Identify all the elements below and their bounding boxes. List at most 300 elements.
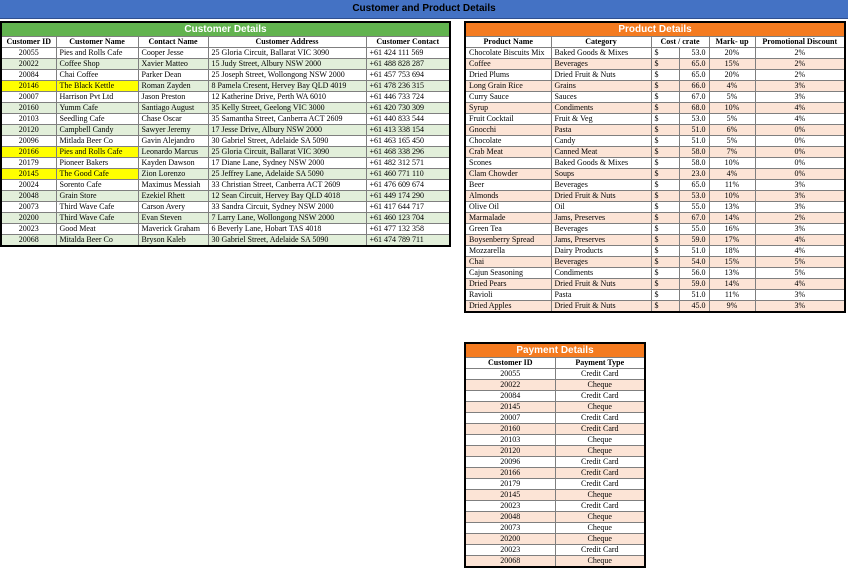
currency-symbol[interactable]: $ (651, 224, 679, 235)
table-row[interactable] (465, 48, 845, 59)
payment-customer-id-cell[interactable]: 20022 (465, 380, 555, 391)
table-row[interactable] (465, 279, 845, 290)
markup-cell[interactable]: 4% (709, 169, 755, 180)
currency-symbol[interactable]: $ (651, 59, 679, 70)
table-row[interactable] (465, 468, 645, 479)
payment-type-cell[interactable]: Cheque (555, 380, 645, 391)
table-row[interactable] (1, 158, 450, 169)
cost-cell[interactable]: 53.0 (679, 48, 709, 59)
markup-cell[interactable]: 20% (709, 48, 755, 59)
markup-cell[interactable]: 16% (709, 224, 755, 235)
customer-contact-cell[interactable]: +61 413 338 154 (366, 125, 450, 136)
customer-address-cell[interactable]: 35 Samantha Street, Canberra ACT 2609 (208, 114, 366, 125)
markup-cell[interactable]: 10% (709, 103, 755, 114)
table-row[interactable] (465, 556, 645, 568)
cost-cell[interactable]: 53.0 (679, 191, 709, 202)
payment-customer-id-cell[interactable]: 20073 (465, 523, 555, 534)
column-header[interactable]: Product Name (465, 37, 551, 48)
table-row[interactable] (465, 424, 645, 435)
contact-name-cell[interactable]: Santiago August (138, 103, 208, 114)
payment-customer-id-cell[interactable]: 20166 (465, 468, 555, 479)
customer-address-cell[interactable]: 17 Jesse Drive, Albury NSW 2000 (208, 125, 366, 136)
table-row[interactable] (465, 523, 645, 534)
currency-symbol[interactable]: $ (651, 257, 679, 268)
category-cell[interactable]: Oil (551, 202, 651, 213)
contact-name-cell[interactable]: Jason Preston (138, 92, 208, 103)
cost-cell[interactable]: 23.0 (679, 169, 709, 180)
category-cell[interactable]: Grains (551, 81, 651, 92)
category-cell[interactable]: Pasta (551, 290, 651, 301)
customer-address-cell[interactable]: 25 Jeffrey Lane, Adelaide SA 5090 (208, 169, 366, 180)
customer-contact-cell[interactable]: +61 463 165 450 (366, 136, 450, 147)
table-row[interactable] (1, 191, 450, 202)
category-cell[interactable]: Soups (551, 169, 651, 180)
discount-cell[interactable]: 3% (755, 290, 845, 301)
customer-id-cell[interactable]: 20160 (1, 103, 56, 114)
currency-symbol[interactable]: $ (651, 191, 679, 202)
discount-cell[interactable]: 4% (755, 279, 845, 290)
markup-cell[interactable]: 13% (709, 268, 755, 279)
table-row[interactable] (465, 479, 645, 490)
currency-symbol[interactable]: $ (651, 103, 679, 114)
discount-cell[interactable]: 4% (755, 103, 845, 114)
table-row[interactable] (465, 169, 845, 180)
payment-customer-id-cell[interactable]: 20200 (465, 534, 555, 545)
customer-name-cell[interactable]: Seedling Cafe (56, 114, 138, 125)
table-row[interactable] (465, 235, 845, 246)
customer-address-cell[interactable]: 17 Diane Lane, Sydney NSW 2000 (208, 158, 366, 169)
currency-symbol[interactable]: $ (651, 235, 679, 246)
markup-cell[interactable]: 15% (709, 59, 755, 70)
table-row[interactable] (465, 512, 645, 523)
payment-type-cell[interactable]: Cheque (555, 402, 645, 413)
table-row[interactable] (1, 235, 450, 247)
customer-id-cell[interactable]: 20068 (1, 235, 56, 247)
cost-cell[interactable]: 65.0 (679, 70, 709, 81)
cost-cell[interactable]: 65.0 (679, 180, 709, 191)
customer-contact-cell[interactable]: +61 446 733 724 (366, 92, 450, 103)
cost-cell[interactable]: 55.0 (679, 202, 709, 213)
customer-address-cell[interactable]: 30 Gabriel Street, Adelaide SA 5090 (208, 235, 366, 247)
column-header[interactable]: Customer Contact (366, 37, 450, 48)
customer-contact-cell[interactable]: +61 478 236 315 (366, 81, 450, 92)
markup-cell[interactable]: 17% (709, 235, 755, 246)
customer-contact-cell[interactable]: +61 488 828 287 (366, 59, 450, 70)
markup-cell[interactable]: 10% (709, 158, 755, 169)
category-cell[interactable]: Beverages (551, 224, 651, 235)
column-header[interactable]: Customer Name (56, 37, 138, 48)
customer-contact-cell[interactable]: +61 440 833 544 (366, 114, 450, 125)
table-row[interactable] (465, 268, 845, 279)
product-name-cell[interactable]: Cajun Seasoning (465, 268, 551, 279)
currency-symbol[interactable]: $ (651, 92, 679, 103)
category-cell[interactable]: Sauces (551, 92, 651, 103)
table-row[interactable] (465, 125, 845, 136)
cost-cell[interactable]: 59.0 (679, 235, 709, 246)
markup-cell[interactable]: 14% (709, 213, 755, 224)
customer-id-cell[interactable]: 20023 (1, 224, 56, 235)
cost-cell[interactable]: 51.0 (679, 136, 709, 147)
customer-name-cell[interactable]: Mitalda Beer Co (56, 235, 138, 247)
discount-cell[interactable]: 3% (755, 224, 845, 235)
payment-customer-id-cell[interactable]: 20007 (465, 413, 555, 424)
customer-address-cell[interactable]: 7 Larry Lane, Wollongong NSW 2000 (208, 213, 366, 224)
discount-cell[interactable]: 3% (755, 202, 845, 213)
column-header[interactable]: Customer ID (465, 358, 555, 369)
cost-cell[interactable]: 54.0 (679, 257, 709, 268)
payment-customer-id-cell[interactable]: 20023 (465, 545, 555, 556)
category-cell[interactable]: Condiments (551, 103, 651, 114)
cost-cell[interactable]: 45.0 (679, 301, 709, 313)
table-row[interactable] (1, 125, 450, 136)
discount-cell[interactable]: 2% (755, 70, 845, 81)
table-row[interactable] (465, 191, 845, 202)
table-row[interactable] (465, 490, 645, 501)
product-name-cell[interactable]: Scones (465, 158, 551, 169)
markup-cell[interactable]: 20% (709, 70, 755, 81)
cost-cell[interactable]: 67.0 (679, 213, 709, 224)
contact-name-cell[interactable]: Parker Dean (138, 70, 208, 81)
contact-name-cell[interactable]: Roman Zayden (138, 81, 208, 92)
payment-type-cell[interactable]: Cheque (555, 523, 645, 534)
contact-name-cell[interactable]: Carson Avery (138, 202, 208, 213)
cost-cell[interactable]: 59.0 (679, 279, 709, 290)
category-cell[interactable]: Fruit & Veg (551, 114, 651, 125)
product-name-cell[interactable]: Crab Meat (465, 147, 551, 158)
category-cell[interactable]: Beverages (551, 180, 651, 191)
customer-id-cell[interactable]: 20022 (1, 59, 56, 70)
table-row[interactable] (465, 446, 645, 457)
customer-id-cell[interactable]: 20024 (1, 180, 56, 191)
contact-name-cell[interactable]: Chase Oscar (138, 114, 208, 125)
table-row[interactable] (465, 158, 845, 169)
customer-contact-cell[interactable]: +61 460 771 110 (366, 169, 450, 180)
currency-symbol[interactable]: $ (651, 114, 679, 125)
product-name-cell[interactable]: Dried Apples (465, 301, 551, 313)
cost-cell[interactable]: 68.0 (679, 103, 709, 114)
customer-id-cell[interactable]: 20048 (1, 191, 56, 202)
cost-cell[interactable]: 58.0 (679, 147, 709, 158)
category-cell[interactable]: Dried Fruit & Nuts (551, 70, 651, 81)
discount-cell[interactable]: 4% (755, 114, 845, 125)
customer-address-cell[interactable]: 25 Gloria Circuit, Ballarat VIC 3090 (208, 147, 366, 158)
customer-name-cell[interactable]: The Black Kettle (56, 81, 138, 92)
payment-type-cell[interactable]: Credit Card (555, 369, 645, 380)
customer-address-cell[interactable]: 8 Pamela Cresent, Hervey Bay QLD 4019 (208, 81, 366, 92)
currency-symbol[interactable]: $ (651, 70, 679, 81)
table-row[interactable] (465, 136, 845, 147)
markup-cell[interactable]: 5% (709, 92, 755, 103)
currency-symbol[interactable]: $ (651, 169, 679, 180)
customer-address-cell[interactable]: 33 Christian Street, Canberra ACT 2609 (208, 180, 366, 191)
category-cell[interactable]: Jams, Preserves (551, 213, 651, 224)
discount-cell[interactable]: 0% (755, 136, 845, 147)
payment-type-cell[interactable]: Credit Card (555, 413, 645, 424)
markup-cell[interactable]: 15% (709, 257, 755, 268)
cost-cell[interactable]: 51.0 (679, 246, 709, 257)
discount-cell[interactable]: 0% (755, 125, 845, 136)
product-name-cell[interactable]: Green Tea (465, 224, 551, 235)
product-name-cell[interactable]: Fruit Cocktail (465, 114, 551, 125)
table-row[interactable] (465, 180, 845, 191)
table-row[interactable] (1, 224, 450, 235)
markup-cell[interactable]: 5% (709, 136, 755, 147)
discount-cell[interactable]: 2% (755, 213, 845, 224)
payment-type-cell[interactable]: Cheque (555, 490, 645, 501)
table-row[interactable] (1, 114, 450, 125)
table-row[interactable] (1, 92, 450, 103)
product-name-cell[interactable]: Curry Sauce (465, 92, 551, 103)
customer-name-cell[interactable]: Sorento Cafe (56, 180, 138, 191)
discount-cell[interactable]: 2% (755, 59, 845, 70)
customer-name-cell[interactable]: Third Wave Cafe (56, 202, 138, 213)
table-row[interactable] (465, 391, 645, 402)
markup-cell[interactable]: 13% (709, 202, 755, 213)
customer-address-cell[interactable]: 15 Judy Street, Albury NSW 2000 (208, 59, 366, 70)
currency-symbol[interactable]: $ (651, 246, 679, 257)
contact-name-cell[interactable]: Evan Steven (138, 213, 208, 224)
markup-cell[interactable]: 6% (709, 125, 755, 136)
table-row[interactable] (465, 202, 845, 213)
column-header[interactable]: Payment Type (555, 358, 645, 369)
customer-address-cell[interactable]: 35 Kelly Street, Geelong VIC 3000 (208, 103, 366, 114)
currency-symbol[interactable]: $ (651, 48, 679, 59)
table-row[interactable] (465, 114, 845, 125)
table-row[interactable] (465, 81, 845, 92)
table-row[interactable] (1, 169, 450, 180)
discount-cell[interactable]: 3% (755, 191, 845, 202)
category-cell[interactable]: Dried Fruit & Nuts (551, 301, 651, 313)
cost-cell[interactable]: 53.0 (679, 114, 709, 125)
category-cell[interactable]: Baked Goods & Mixes (551, 48, 651, 59)
column-header[interactable]: Mark- up (709, 37, 755, 48)
payment-type-cell[interactable]: Credit Card (555, 424, 645, 435)
discount-cell[interactable]: 3% (755, 301, 845, 313)
markup-cell[interactable]: 9% (709, 301, 755, 313)
contact-name-cell[interactable]: Kayden Dawson (138, 158, 208, 169)
product-name-cell[interactable]: Coffee (465, 59, 551, 70)
product-name-cell[interactable]: Gnocchi (465, 125, 551, 136)
table-row[interactable] (1, 147, 450, 158)
contact-name-cell[interactable]: Leonardo Marcus (138, 147, 208, 158)
product-name-cell[interactable]: Marmalade (465, 213, 551, 224)
table-row[interactable] (465, 545, 645, 556)
customer-id-cell[interactable]: 20007 (1, 92, 56, 103)
currency-symbol[interactable]: $ (651, 158, 679, 169)
payment-customer-id-cell[interactable]: 20048 (465, 512, 555, 523)
column-header[interactable]: Customer Address (208, 37, 366, 48)
markup-cell[interactable]: 18% (709, 246, 755, 257)
markup-cell[interactable]: 5% (709, 114, 755, 125)
customer-name-cell[interactable]: Mitlada Beer Co (56, 136, 138, 147)
markup-cell[interactable]: 11% (709, 290, 755, 301)
markup-cell[interactable]: 10% (709, 191, 755, 202)
contact-name-cell[interactable]: Maximus Messiah (138, 180, 208, 191)
product-name-cell[interactable]: Mozzarella (465, 246, 551, 257)
customer-contact-cell[interactable]: +61 460 123 704 (366, 213, 450, 224)
category-cell[interactable]: Condiments (551, 268, 651, 279)
currency-symbol[interactable]: $ (651, 301, 679, 313)
currency-symbol[interactable]: $ (651, 290, 679, 301)
customer-id-cell[interactable]: 20073 (1, 202, 56, 213)
table-row[interactable] (465, 534, 645, 545)
category-cell[interactable]: Canned Meat (551, 147, 651, 158)
customer-name-cell[interactable]: Coffee Shop (56, 59, 138, 70)
payment-type-cell[interactable]: Credit Card (555, 501, 645, 512)
column-header[interactable]: Contact Name (138, 37, 208, 48)
table-row[interactable] (465, 59, 845, 70)
product-name-cell[interactable]: Beer (465, 180, 551, 191)
table-row[interactable] (465, 70, 845, 81)
table-row[interactable] (1, 48, 450, 59)
payment-customer-id-cell[interactable]: 20068 (465, 556, 555, 568)
customer-name-cell[interactable]: Chai Coffee (56, 70, 138, 81)
table-row[interactable] (465, 501, 645, 512)
payment-type-cell[interactable]: Credit Card (555, 479, 645, 490)
payment-customer-id-cell[interactable]: 20179 (465, 479, 555, 490)
table-row[interactable] (465, 402, 645, 413)
discount-cell[interactable]: 5% (755, 257, 845, 268)
customer-name-cell[interactable]: Pies and Rolls Cafe (56, 147, 138, 158)
category-cell[interactable]: Pasta (551, 125, 651, 136)
payment-customer-id-cell[interactable]: 20145 (465, 490, 555, 501)
discount-cell[interactable]: 3% (755, 92, 845, 103)
contact-name-cell[interactable]: Zion Lorenzo (138, 169, 208, 180)
markup-cell[interactable]: 11% (709, 180, 755, 191)
customer-contact-cell[interactable]: +61 477 132 358 (366, 224, 450, 235)
table-row[interactable] (465, 246, 845, 257)
table-row[interactable] (465, 290, 845, 301)
product-name-cell[interactable]: Long Grain Rice (465, 81, 551, 92)
table-row[interactable] (465, 380, 645, 391)
cost-cell[interactable]: 51.0 (679, 290, 709, 301)
payment-customer-id-cell[interactable]: 20023 (465, 501, 555, 512)
payment-type-cell[interactable]: Cheque (555, 446, 645, 457)
customer-id-cell[interactable]: 20084 (1, 70, 56, 81)
customer-contact-cell[interactable]: +61 476 609 674 (366, 180, 450, 191)
payment-type-cell[interactable]: Cheque (555, 435, 645, 446)
category-cell[interactable]: Beverages (551, 257, 651, 268)
customer-name-cell[interactable]: Yumm Cafe (56, 103, 138, 114)
table-row[interactable] (465, 301, 845, 313)
discount-cell[interactable]: 4% (755, 235, 845, 246)
customer-address-cell[interactable]: 30 Gabriel Street, Adelaide SA 5090 (208, 136, 366, 147)
currency-symbol[interactable]: $ (651, 125, 679, 136)
markup-cell[interactable]: 14% (709, 279, 755, 290)
payment-type-cell[interactable]: Credit Card (555, 391, 645, 402)
customer-contact-cell[interactable]: +61 468 338 296 (366, 147, 450, 158)
cost-cell[interactable]: 56.0 (679, 268, 709, 279)
payment-type-cell[interactable]: Credit Card (555, 457, 645, 468)
contact-name-cell[interactable]: Bryson Kaleb (138, 235, 208, 247)
currency-symbol[interactable]: $ (651, 202, 679, 213)
table-row[interactable] (1, 213, 450, 224)
column-header[interactable]: Customer ID (1, 37, 56, 48)
customer-name-cell[interactable]: Campbell Candy (56, 125, 138, 136)
table-row[interactable] (465, 435, 645, 446)
column-header[interactable]: Promotional Discount (755, 37, 845, 48)
discount-cell[interactable]: 0% (755, 147, 845, 158)
payment-customer-id-cell[interactable]: 20055 (465, 369, 555, 380)
contact-name-cell[interactable]: Xavier Matteo (138, 59, 208, 70)
payment-customer-id-cell[interactable]: 20084 (465, 391, 555, 402)
discount-cell[interactable]: 3% (755, 81, 845, 92)
customer-contact-cell[interactable]: +61 420 730 309 (366, 103, 450, 114)
customer-id-cell[interactable]: 20055 (1, 48, 56, 59)
customer-contact-cell[interactable]: +61 424 111 569 (366, 48, 450, 59)
category-cell[interactable]: Candy (551, 136, 651, 147)
contact-name-cell[interactable]: Sawyer Jeremy (138, 125, 208, 136)
cost-cell[interactable]: 51.0 (679, 125, 709, 136)
customer-id-cell[interactable]: 20103 (1, 114, 56, 125)
customer-name-cell[interactable]: Grain Store (56, 191, 138, 202)
table-row[interactable] (1, 59, 450, 70)
customer-contact-cell[interactable]: +61 449 174 290 (366, 191, 450, 202)
discount-cell[interactable]: 0% (755, 158, 845, 169)
category-cell[interactable]: Dairy Products (551, 246, 651, 257)
table-row[interactable] (465, 92, 845, 103)
payment-customer-id-cell[interactable]: 20103 (465, 435, 555, 446)
markup-cell[interactable]: 7% (709, 147, 755, 158)
discount-cell[interactable]: 5% (755, 268, 845, 279)
table-row[interactable] (465, 103, 845, 114)
contact-name-cell[interactable]: Cooper Jesse (138, 48, 208, 59)
product-name-cell[interactable]: Clam Chowder (465, 169, 551, 180)
payment-type-cell[interactable]: Cheque (555, 556, 645, 568)
customer-address-cell[interactable]: 12 Katherine Drive, Perth WA 6010 (208, 92, 366, 103)
customer-id-cell[interactable]: 20166 (1, 147, 56, 158)
payment-customer-id-cell[interactable]: 20145 (465, 402, 555, 413)
cost-cell[interactable]: 58.0 (679, 158, 709, 169)
customer-name-cell[interactable]: Third Wave Cafe (56, 213, 138, 224)
product-name-cell[interactable]: Dried Plums (465, 70, 551, 81)
customer-contact-cell[interactable]: +61 417 644 717 (366, 202, 450, 213)
customer-id-cell[interactable]: 20096 (1, 136, 56, 147)
table-row[interactable] (465, 457, 645, 468)
cost-cell[interactable]: 66.0 (679, 81, 709, 92)
contact-name-cell[interactable]: Gavin Alejandro (138, 136, 208, 147)
discount-cell[interactable]: 3% (755, 180, 845, 191)
customer-name-cell[interactable]: Pioneer Bakers (56, 158, 138, 169)
currency-symbol[interactable]: $ (651, 147, 679, 158)
product-name-cell[interactable]: Chai (465, 257, 551, 268)
contact-name-cell[interactable]: Maverick Graham (138, 224, 208, 235)
discount-cell[interactable]: 0% (755, 169, 845, 180)
customer-name-cell[interactable]: The Good Cafe (56, 169, 138, 180)
category-cell[interactable]: Beverages (551, 59, 651, 70)
table-row[interactable] (1, 81, 450, 92)
customer-name-cell[interactable]: Pies and Rolls Cafe (56, 48, 138, 59)
product-name-cell[interactable]: Ravioli (465, 290, 551, 301)
customer-id-cell[interactable]: 20179 (1, 158, 56, 169)
column-header[interactable]: Cost / crate (651, 37, 709, 48)
product-name-cell[interactable]: Chocolate Biscuits Mix (465, 48, 551, 59)
table-row[interactable] (465, 413, 645, 424)
customer-id-cell[interactable]: 20145 (1, 169, 56, 180)
currency-symbol[interactable]: $ (651, 136, 679, 147)
payment-type-cell[interactable]: Credit Card (555, 468, 645, 479)
column-header[interactable]: Category (551, 37, 651, 48)
customer-address-cell[interactable]: 33 Sandra Circuit, Sydney NSW 2000 (208, 202, 366, 213)
category-cell[interactable]: Jams, Preserves (551, 235, 651, 246)
product-name-cell[interactable]: Dried Pears (465, 279, 551, 290)
customer-address-cell[interactable]: 25 Gloria Circuit, Ballarat VIC 3090 (208, 48, 366, 59)
cost-cell[interactable]: 65.0 (679, 59, 709, 70)
payment-customer-id-cell[interactable]: 20096 (465, 457, 555, 468)
payment-type-cell[interactable]: Cheque (555, 534, 645, 545)
table-row[interactable] (1, 136, 450, 147)
table-row[interactable] (1, 70, 450, 81)
